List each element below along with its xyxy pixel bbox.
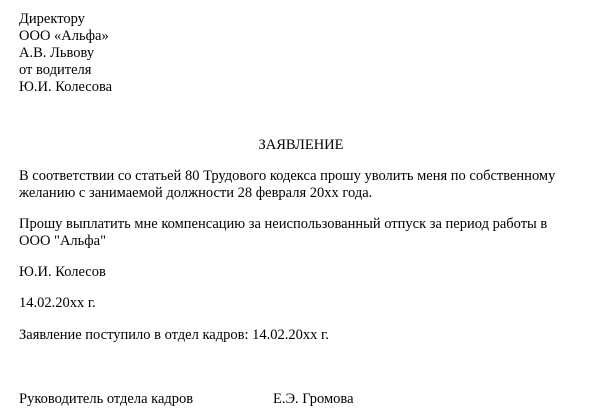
hr-head-name: Е.Э. Громова: [273, 391, 354, 407]
addressee-name: А.В. Львову: [19, 45, 95, 61]
sender-name: Ю.И. Колесова: [19, 79, 113, 95]
paragraph2-line2: ООО "Альфа": [19, 233, 107, 249]
sender-position: от водителя: [19, 62, 92, 78]
applicant-signature: Ю.И. Колесов: [19, 264, 106, 280]
hr-head-position: Руководитель отдела кадров: [19, 391, 194, 407]
document-title: ЗАЯВЛЕНИЕ: [258, 137, 344, 153]
addressee-company: ООО «Альфа»: [19, 28, 109, 44]
received-note: Заявление поступило в отдел кадров: 14.02.20хх г.: [19, 327, 329, 343]
addressee-position: Директору: [19, 11, 85, 27]
paragraph1-line2: желанию с занимаемой должности 28 февраля 20хх года.: [19, 185, 373, 201]
paragraph2-line1: Прошу выплатить мне компенсацию за неиспользованный отпуск за период работы в: [19, 216, 548, 232]
application-date: 14.02.20хх г.: [19, 295, 96, 311]
paragraph1-line1: В соответствии со статьей 80 Трудового кодекса прошу уволить меня по собственному: [19, 168, 556, 184]
